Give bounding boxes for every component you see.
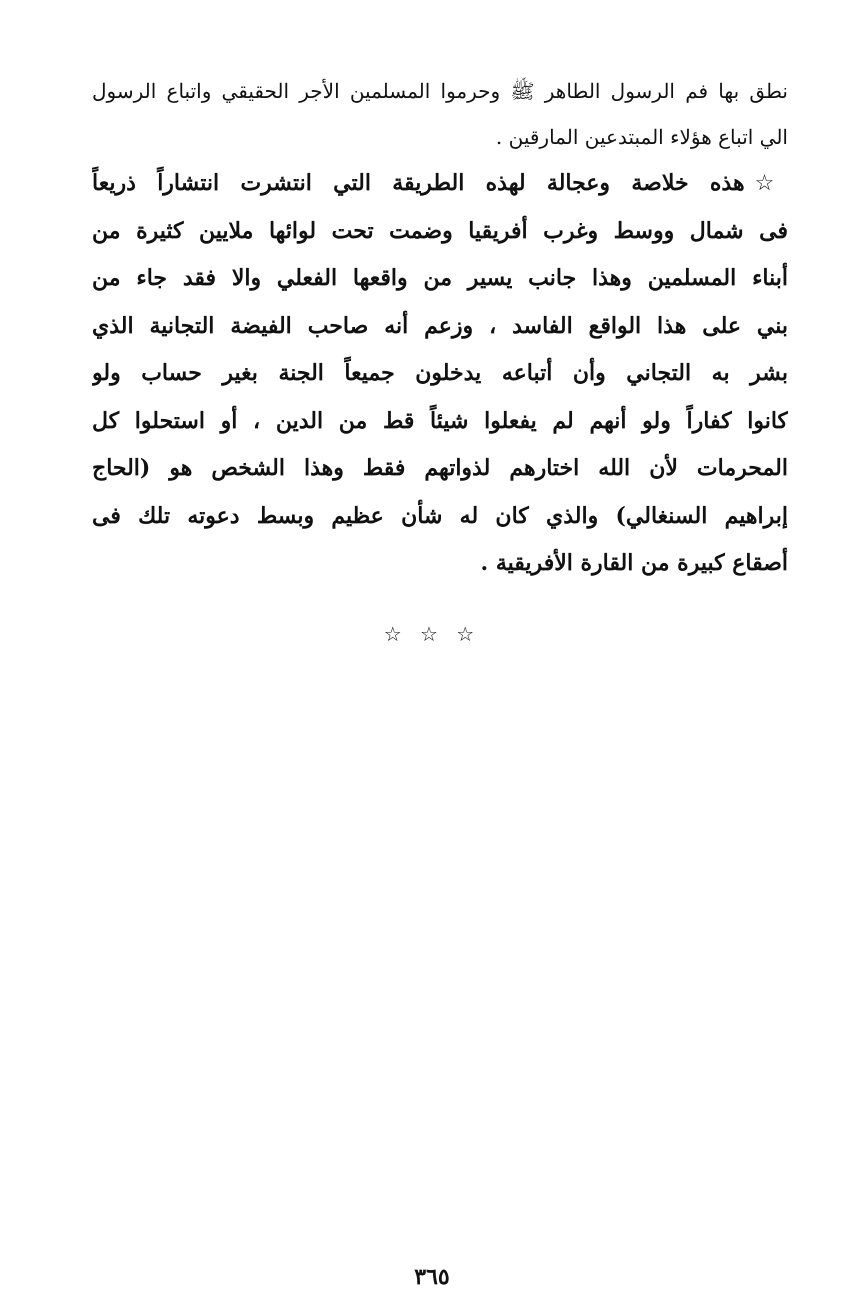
main-line-1-text: هذه خلاصة وعجالة لهذه الطريقة التي انتشرت انتشاراً ذريعاً — [92, 170, 745, 196]
section-separator-stars-icon: ☆ ☆ ☆ — [383, 622, 481, 646]
main-line-4: بني على هذا الواقع الفاسد ، وزعم أنه صاحب الفيضة التجانية الذي — [92, 312, 788, 339]
star-bullet-icon: ☆ — [754, 171, 788, 196]
main-paragraph — [92, 160, 788, 588]
main-line-5: بشر به التجاني وأن أتباعه يدخلون جميعاً الجنة بغير حساب ولو — [92, 360, 788, 386]
main-line-7: المحرمات لأن الله اختارهم لذواتهم فقط وهذا الشخص هو (الحاج — [92, 455, 788, 481]
intro-line-1: نطق بها فم الرسول الطاهر ﷺ وحرموا المسلمين الأجر الحقيقي واتباع الرسول — [92, 79, 788, 103]
main-line-9: أصقاع كبيرة من القارة الأفريقية . — [480, 550, 788, 576]
main-line-8: إبراهيم السنغالي) والذي كان له شأن عظيم وبسط دعوته تلك فى — [92, 502, 788, 529]
main-line-2: فى شمال ووسط وغرب أفريقيا وضمت تحت لوائها ملايين كثيرة من — [92, 217, 788, 244]
intro-paragraph — [92, 68, 788, 160]
page-number: ٣٦٥ — [414, 1264, 450, 1290]
main-line-3: أبناء المسلمين وهذا جانب يسير من واقعها الفعلي والا فقد جاء من — [92, 265, 788, 291]
main-line-1 — [92, 160, 788, 208]
intro-line-2: الي اتباع هؤلاء المبتدعين المارقين . — [495, 125, 788, 149]
main-line-6: كانوا كفاراً ولو أنهم لم يفعلوا شيئاً قط من الدين ، أو استحلوا كل — [92, 407, 788, 434]
